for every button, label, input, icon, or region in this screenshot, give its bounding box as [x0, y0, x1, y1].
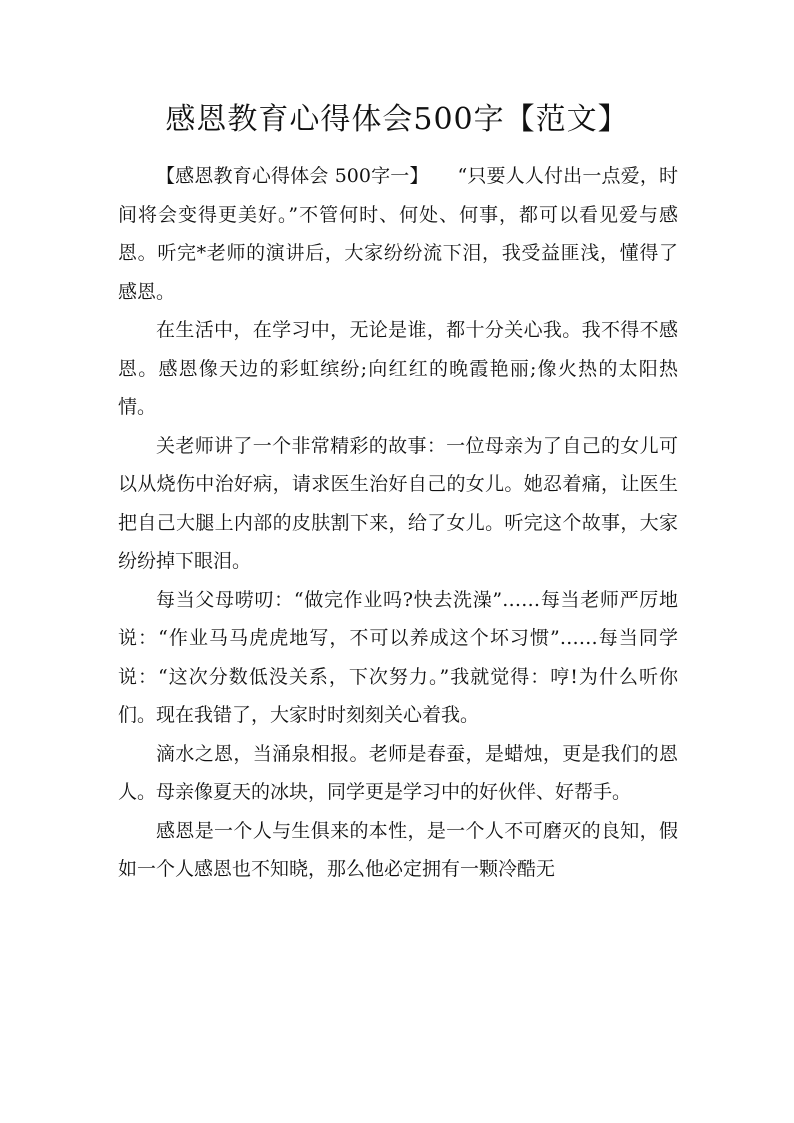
paragraph-1: 【感恩教育心得体会 500字一】 “只要人人付出一点爱，时间将会变得更美好。”不管何时、何处、何事，都可以看见爱与感恩。听完*老师的演讲后，大家纷纷流下泪，我受益匪浅，懂得了感恩。 — [118, 165, 678, 303]
paragraph-6: 感恩是一个人与生俱来的本性，是一个人不可磨灭的良知，假如一个人感恩也不知晓，那么他必定拥有一颗冷酷无 — [118, 819, 678, 880]
document-body — [118, 157, 678, 889]
paragraph-4: 每当父母唠叨：“做完作业吗?快去洗澡”……每当老师严厉地说：“作业马马虎虎地写，不可以养成这个坏习惯”……每当同学说：“这次分数低没关系，下次努力。”我就觉得：哼!为什么听你们。现在我错了，大家时时刻刻关心着我。 — [118, 588, 678, 726]
document-title: 感恩教育心得体会500字【范文】 — [165, 102, 629, 137]
paragraph-3: 关老师讲了一个非常精彩的故事：一位母亲为了自己的女儿可以从烧伤中治好病，请求医生治好自己的女儿。她忍着痛，让医生把自己大腿上内部的皮肤割下来，给了女儿。听完这个故事，大家纷纷掉下眼泪。 — [118, 434, 678, 572]
paragraph-2: 在生活中，在学习中，无论是谁，都十分关心我。我不得不感恩。感恩像天边的彩虹缤纷;向红红的晚霞艳丽;像火热的太阳热情。 — [118, 319, 678, 418]
paragraph-5: 滴水之恩，当涌泉相报。老师是春蚕，是蜡烛，更是我们的恩人。母亲像夏天的冰块，同学更是学习中的好伙伴、好帮手。 — [118, 742, 678, 803]
